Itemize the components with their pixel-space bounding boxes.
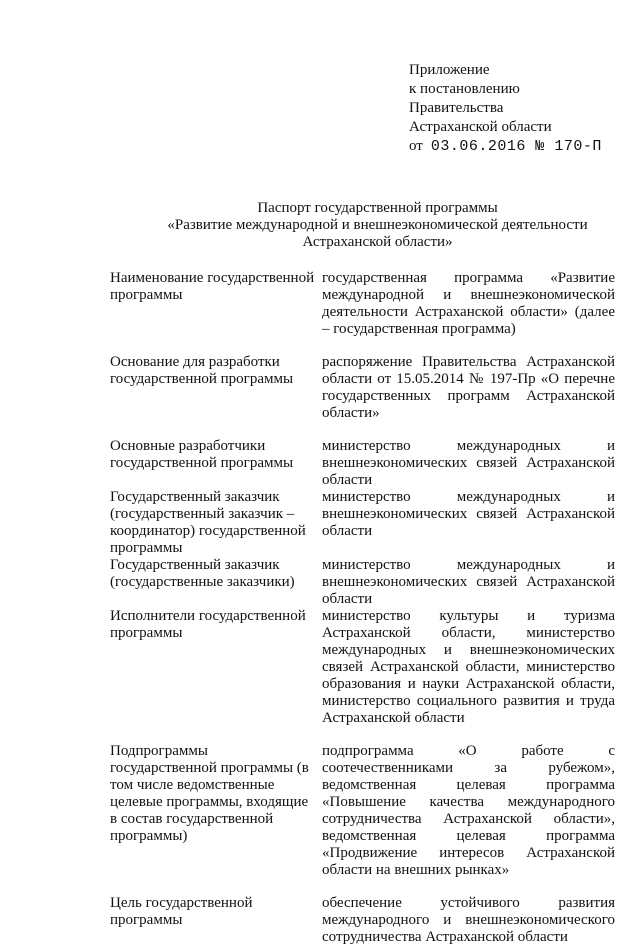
row-label: Основные разработчики государственной программы bbox=[110, 438, 294, 471]
passport-row bbox=[110, 270, 615, 354]
passport-row bbox=[110, 895, 615, 946]
title-line-3: Астраханской области» bbox=[302, 234, 453, 250]
passport-row bbox=[110, 489, 615, 557]
title-line-1: Паспорт государственной программы bbox=[257, 200, 498, 216]
appendix-line-1: Приложение bbox=[409, 62, 490, 78]
appendix-line-4: Астраханской области bbox=[409, 119, 552, 135]
row-value: министерство международных и внешнеэкономических связей Астраханской области bbox=[322, 489, 615, 539]
row-label: Наименование государственной программы bbox=[110, 270, 315, 303]
row-label: Подпрограммы государственной программы (в том числе ведомственные целевые программы, входящие в состав государственной программы) bbox=[110, 743, 309, 844]
appendix-header bbox=[409, 61, 602, 156]
document-title bbox=[110, 200, 640, 251]
appendix-line-2: к постановлению bbox=[409, 81, 520, 97]
passport-row bbox=[110, 608, 615, 743]
row-value: подпрограмма «О работе с соотечественниками за рубежом», ведомственная целевая программа «Повышение качества международного сотрудничества Астраханской области», ведомственная целевая программа «Продвижение интересов Астраханской области на внешних рынках» bbox=[322, 743, 615, 878]
row-label: Государственный заказчик (государственные заказчики) bbox=[110, 557, 295, 590]
row-value: министерство международных и внешнеэкономических связей Астраханской области bbox=[322, 557, 615, 607]
row-value: государственная программа «Развитие международной и внешнеэкономической деятельности Астраханской области» (далее – государственная программа) bbox=[322, 270, 615, 337]
row-label: Исполнители государственной программы bbox=[110, 608, 306, 641]
passport-row bbox=[110, 438, 615, 489]
row-label: Государственный заказчик (государственный заказчик – координатор) государственной программы bbox=[110, 489, 306, 556]
appendix-date-line bbox=[409, 137, 602, 156]
passport-row bbox=[110, 743, 615, 895]
appendix-date-prefix: от bbox=[409, 138, 423, 154]
title-line-2: «Развитие международной и внешнеэкономической деятельности bbox=[167, 217, 588, 233]
row-label: Основание для разработки государственной программы bbox=[110, 354, 294, 387]
passport-row bbox=[110, 557, 615, 608]
passport-row bbox=[110, 354, 615, 438]
row-value: обеспечение устойчивого развития международного и внешнеэкономического сотрудничества Астраханской области bbox=[322, 895, 615, 945]
appendix-line-3: Правительства bbox=[409, 100, 504, 116]
passport-table bbox=[110, 270, 615, 946]
row-value: распоряжение Правительства Астраханской области от 15.05.2014 № 197-Пр «О перечне государственных программ Астраханской области» bbox=[322, 354, 615, 421]
row-label: Цель государственной программы bbox=[110, 895, 253, 928]
row-value: министерство международных и внешнеэкономических связей Астраханской области bbox=[322, 438, 615, 488]
appendix-date-stamp: 03.06.2016 № 170-П bbox=[430, 138, 602, 155]
row-value: министерство культуры и туризма Астраханской области, министерство международных и внешнеэкономических связей Астраханской области, министерство образования и науки Астраханской области, министерство социального развития и труда Астраханской области bbox=[322, 608, 615, 726]
